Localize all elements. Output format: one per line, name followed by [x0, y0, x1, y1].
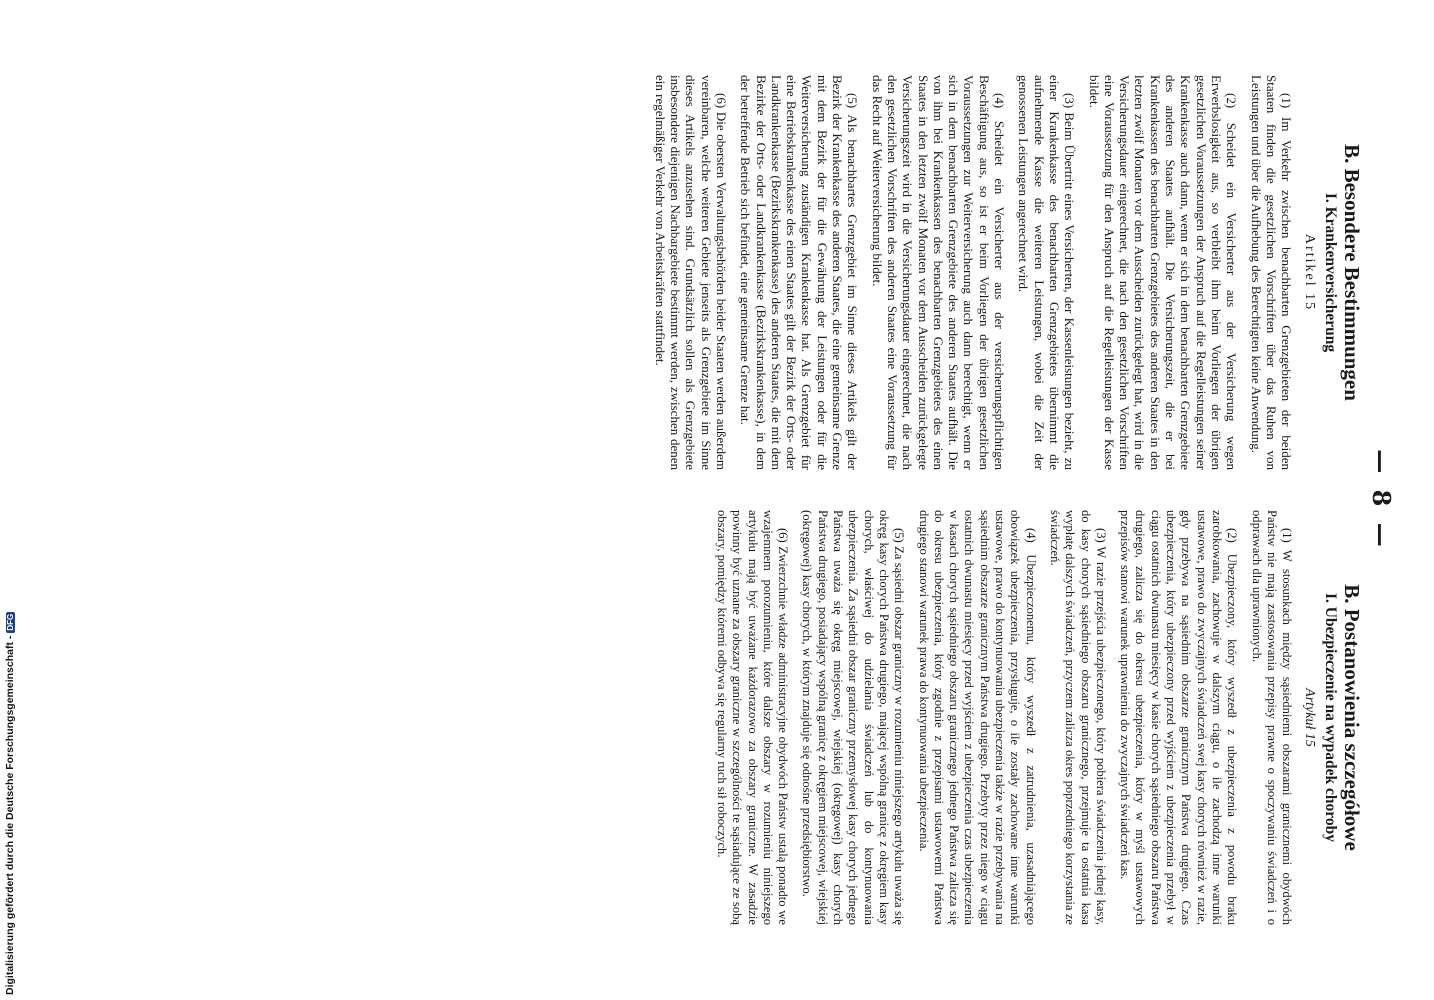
german-paragraph: (6) Die obersten Verwaltungsbehörden beider Staaten werden außerdem vereinbaren, welche weiteren Gebiete jenseits als Grenzgebiete im Sinne dieses Artikels anzusehen sind. Grundsätzlich sollen als Grenzgebiete insbesondere diejenigen Nachbargebiete bestimmt werden, zwischen denen ein regelmäßiger Verkehr von Arbeitskräften stattfindet.: [652, 75, 730, 470]
polish-article-title: Artykuł 15: [1302, 688, 1318, 747]
funding-note: [4, 612, 16, 995]
polish-paragraph: (3) W razie przejścia ubezpieczonego, który pobiera świadczenia jednej kasy, do kasy chorych sąsiedniego obszaru granicznego, przejmuje ta ostatnia kasa wypłatę dalszych świadczeń, przyczem zalicza okres poprzedniego korzystania ze świadczeń.: [1047, 510, 1108, 925]
digitization-sidebar: [0, 0, 24, 1000]
german-column: [644, 75, 1364, 470]
polish-paragraph: (2) Ubezpieczony, który wyszedł z ubezpieczenia z powodu braku zarobkowania, zachowuje w dalszym ciągu, o ile zachodzą inne warunki ustawowe, prawo do zwyczajnych świadczeń swej kasy chorych również w razie, gdy przebywa na sąsiednim obszarze granicznym Państwa drugiego. Czas ubezpieczenia, który ubezpieczony przed wyjściem z ubezpieczenia przebył w ciągu ostatnich dwunastu miesięcy w kasie chorych sąsiedniego obszaru Państwa drugiego, zalicza się do okresu ubezpieczenia, który w myśl ustawowych przepisów stanowi warunek uprawnienia do zwyczajnych świadczeń kas.: [1118, 510, 1240, 925]
polish-paragraph: (4) Ubezpieczonemu, który wyszedł z zatrudnienia, uzasadniającego obowiązek ubezpieczenia, przysługuje, o ile zostały zachowane inne warunki ustawowe, prawo do kontynuowania ubezpieczenia także w razie przebywania na sąsiednim obszarze granicznym Państwa drugiego. Przebyty przez niego w ciągu ostatnich dwunastu miesięcy przed wyjściem z ubezpieczenia czas ubezpieczenia w kasach chorych sąsiedniego obszaru granicznego jednego Państwa zalicza się do okresu ubezpieczenia, który zgodnie z przepisami ustawowemi Państwa drugiego stanowi warunek prawa do kontynuowania ubezpieczenia.: [916, 510, 1038, 925]
german-section-title: B. Besondere Bestimmungen: [1340, 144, 1364, 401]
polish-section-title: B. Postanowienia szczegółowe: [1340, 584, 1364, 851]
german-paragraph: (3) Beim Übertritt eines Versicherten, der Kassenleistungen bezieht, zu einer Krankenkasse des benachbarten Grenzgebietes übernimmt die aufnehmende Kasse die weiteren Leistungen, wobei die Zeit der genossenen Leistungen angerechnet wird.: [1016, 75, 1078, 470]
german-subsection-title: I. Krankenversicherung: [1321, 192, 1339, 353]
german-paragraph: (2) Scheidet ein Versicherter aus der Versicherung wegen Erwerbslosigkeit aus, so verbleibt ihm beim Vorliegen der übrigen gesetzlichen Voraussetzungen der Anspruch auf die Regelleistungen seiner Krankenkasse auch dann, wenn er sich in dem benachbarten Grenzgebiete des anderen Staates aufhält. Die Versicherungszeit, die er bei Krankenkassen des benachbarten Grenzgebietes des anderen Staates in den letzten zwölf Monaten vor dem Ausscheiden zurückgelegt hat, wird in die Versicherungsdauer eingerechnet, die nach den gesetzlichen Vorschriften eine Voraussetzung für den Anspruch auf die Regelleistungen der Kasse bildet.: [1086, 75, 1240, 470]
polish-paragraph: (1) W stosunkach między sąsiedniemi obszarami granicznemi obydwóch Państw nie mają zastosowania przepisy prawne o spoczywaniu świadczeń i o odprawach dla uprawnionych.: [1249, 510, 1295, 925]
funding-note-text: Digitalisierung gefördert durch die Deutsche Forschungsgemeinschaft -: [4, 635, 16, 995]
german-article-title: Artikel 15: [1302, 233, 1318, 312]
polish-paragraph: (6) Zwierzchnie władze administracyjne obydwóch Państw ustalą ponadto we wzajemnem porozumieniu, które dalsze obszary w rozumieniu niniejszego artykułu mają być uważane każdorazowo za obszary graniczne. W zasadzie powinny być uznane za obszary graniczne w szczególności te sąsiadujące ze sobą obszary, pomiędzy któremi odbywa się regularny ruch sił roboczych.: [715, 510, 791, 925]
dfg-logo: DFG: [6, 613, 15, 631]
german-paragraph: (4) Scheidet ein Versicherter aus der versicherungspflichtigen Beschäftigung aus, so ist er beim Vorliegen der übrigen gesetzlichen Voraussetzungen zur Weiterversicherung auch dann berechtigt, wenn er sich in dem benachbarten Grenzgebiete des anderen Staates aufhält. Die von ihm bei Krankenkassen des benachbarten Grenzgebietes des einen Staates in den letzten zwölf Monaten vor dem Ausscheiden zurückgelegte Versicherungszeit wird in die Versicherungsdauer eingerechnet, die nach den gesetzlichen Vorschriften des anderen Staates eine Voraussetzung für das Recht auf Weiterversicherung bildet.: [869, 75, 1008, 470]
german-paragraph: (1) Im Verkehr zwischen benachbarten Grenzgebieten der beiden Staaten finden die gesetzlichen Vorschriften über das Ruhen von Leistungen und über die Aufhebung des Berechtigten keine Anwendung.: [1248, 75, 1295, 470]
polish-column: [705, 510, 1364, 925]
polish-paragraph: (5) Za sąsiedni obszar graniczny w rozumieniu niniejszego artykułu uważa się okręg kasy chorych Państwa drugiego, mającej wspólną granicę z okręgiem kasy chorych, właściwej do udzielania świadczeń lub do kontynuowania ubezpieczenia. Za sąsiedni obszar graniczny przemysłowej kasy chorych jednego Państwa uważa się okręg miejscowej, wiejskiej (okręgowej) kasy chorych Państwa drugiego, posiadający wspólną granicę z okręgiem miejscowej, wiejskiej (okręgowej) kasy chorych, w którym znajduje się odnośne przedsiębiorstwo.: [800, 510, 907, 925]
page-number: — 8 —: [1367, 449, 1396, 551]
polish-subsection-title: I. Ubezpieczenie na wypadek choroby: [1321, 592, 1339, 842]
german-paragraph: (5) Als benachbartes Grenzgebiet im Sinne dieses Artikels gilt der Bezirk der Krankenkasse des anderen Staates, die eine gemeinsame Grenze mit dem Bezirk der für die Gewährung der Leistungen oder für die Weiterversicherung zuständigen Krankenkasse hat. Als Grenzgebiet für eine Betriebskrankenkasse des einen Staates gilt der Bezirk der Orts- oder Landkrankenkasse (Bezirkskrankenkasse) des anderen Staates, die mit dem Bezirke der Orts- oder Landkrankenkasse (Bezirkskrankenkasse), in dem der betreffende Betrieb sich befindet, eine gemeinsame Grenze hat.: [738, 75, 861, 470]
